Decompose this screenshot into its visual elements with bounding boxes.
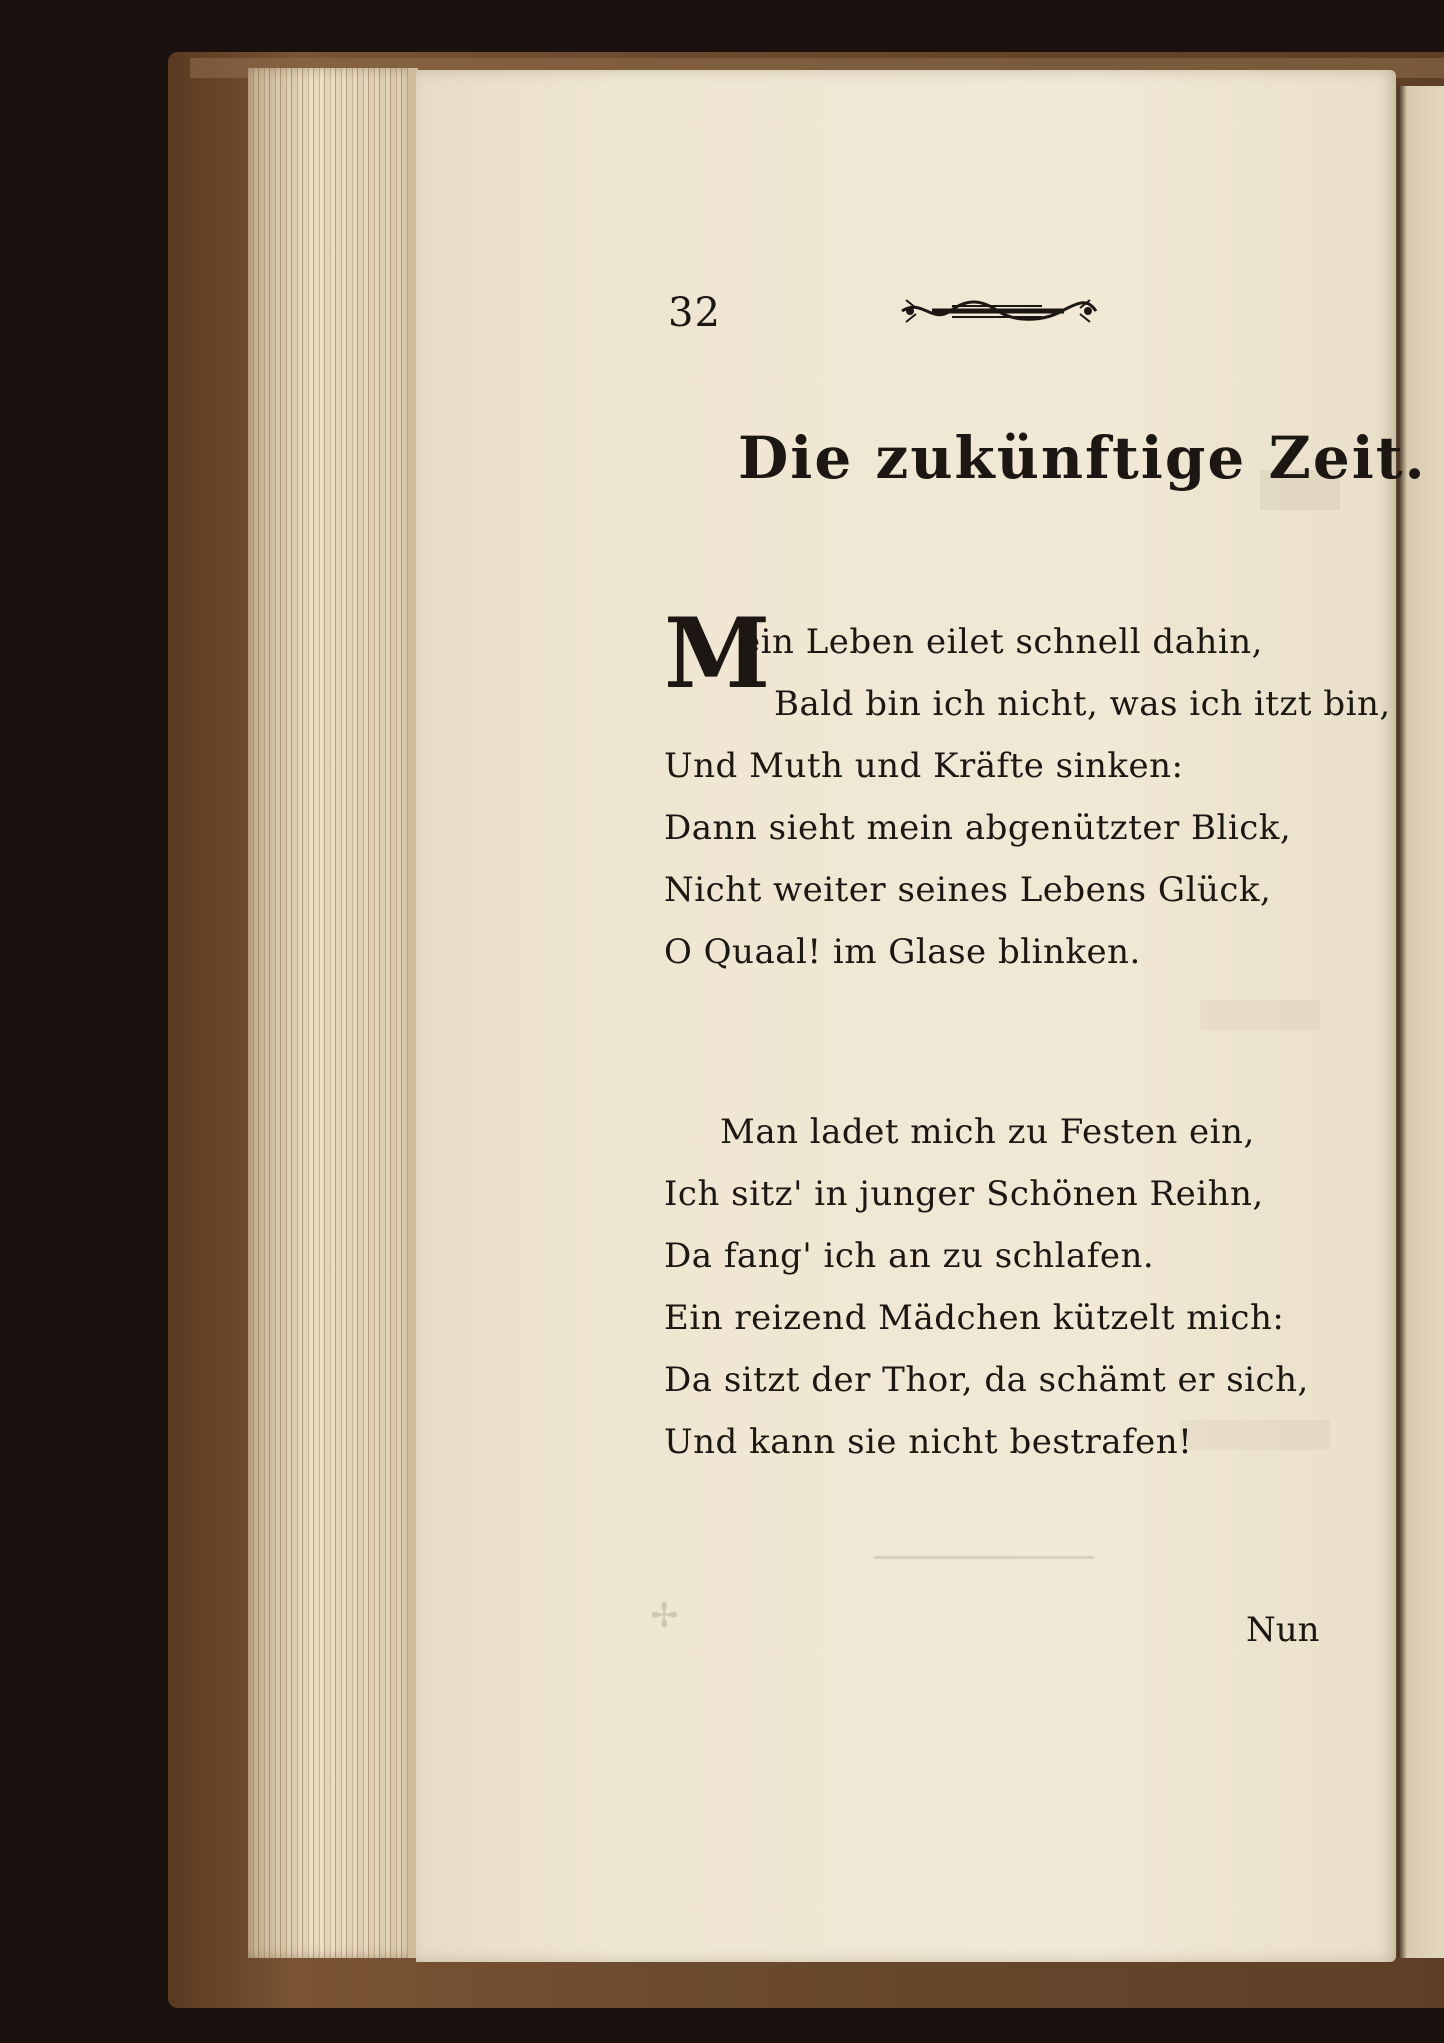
drop-cap: M bbox=[664, 597, 771, 710]
poem-line: Ich sitz' in junger Schönen Reihn, bbox=[664, 1174, 1264, 1214]
page-stack-shade bbox=[248, 68, 416, 1958]
poem-title: Die zukünftige Zeit. bbox=[738, 424, 1427, 492]
poem-line: Und Muth und Kräfte sinken: bbox=[664, 746, 1184, 786]
poem-line: Da sitzt der Thor, da schämt er sich, bbox=[664, 1360, 1309, 1400]
faint-bleed-mark: ✢ bbox=[650, 1596, 679, 1636]
page-number: 32 bbox=[668, 290, 721, 336]
poem-line: Man ladet mich zu Festen ein, bbox=[720, 1112, 1255, 1152]
poem-line: Nicht weiter seines Lebens Glück, bbox=[664, 870, 1272, 910]
bleed-through-mark bbox=[1180, 1420, 1330, 1450]
poem-line: ein Leben eilet schnell dahin, bbox=[740, 622, 1263, 662]
facing-page-edge bbox=[1398, 86, 1444, 1958]
poem-line: O Quaal! im Glase blinken. bbox=[664, 932, 1141, 972]
bleed-through-mark bbox=[1200, 1000, 1320, 1030]
poem-line: Bald bin ich nicht, was ich itzt bin, bbox=[774, 684, 1391, 724]
poem-line: Ein reizend Mädchen kützelt mich: bbox=[664, 1298, 1285, 1338]
bleed-through-rule bbox=[874, 1556, 1094, 1559]
flourish-ornament-icon bbox=[892, 290, 1104, 332]
poem-line: Und kann sie nicht bestrafen! bbox=[664, 1422, 1193, 1462]
poem-line: Da fang' ich an zu schlafen. bbox=[664, 1236, 1155, 1276]
poem-line: Dann sieht mein abgenützter Blick, bbox=[664, 808, 1292, 848]
catchword: Nun bbox=[1246, 1610, 1320, 1650]
